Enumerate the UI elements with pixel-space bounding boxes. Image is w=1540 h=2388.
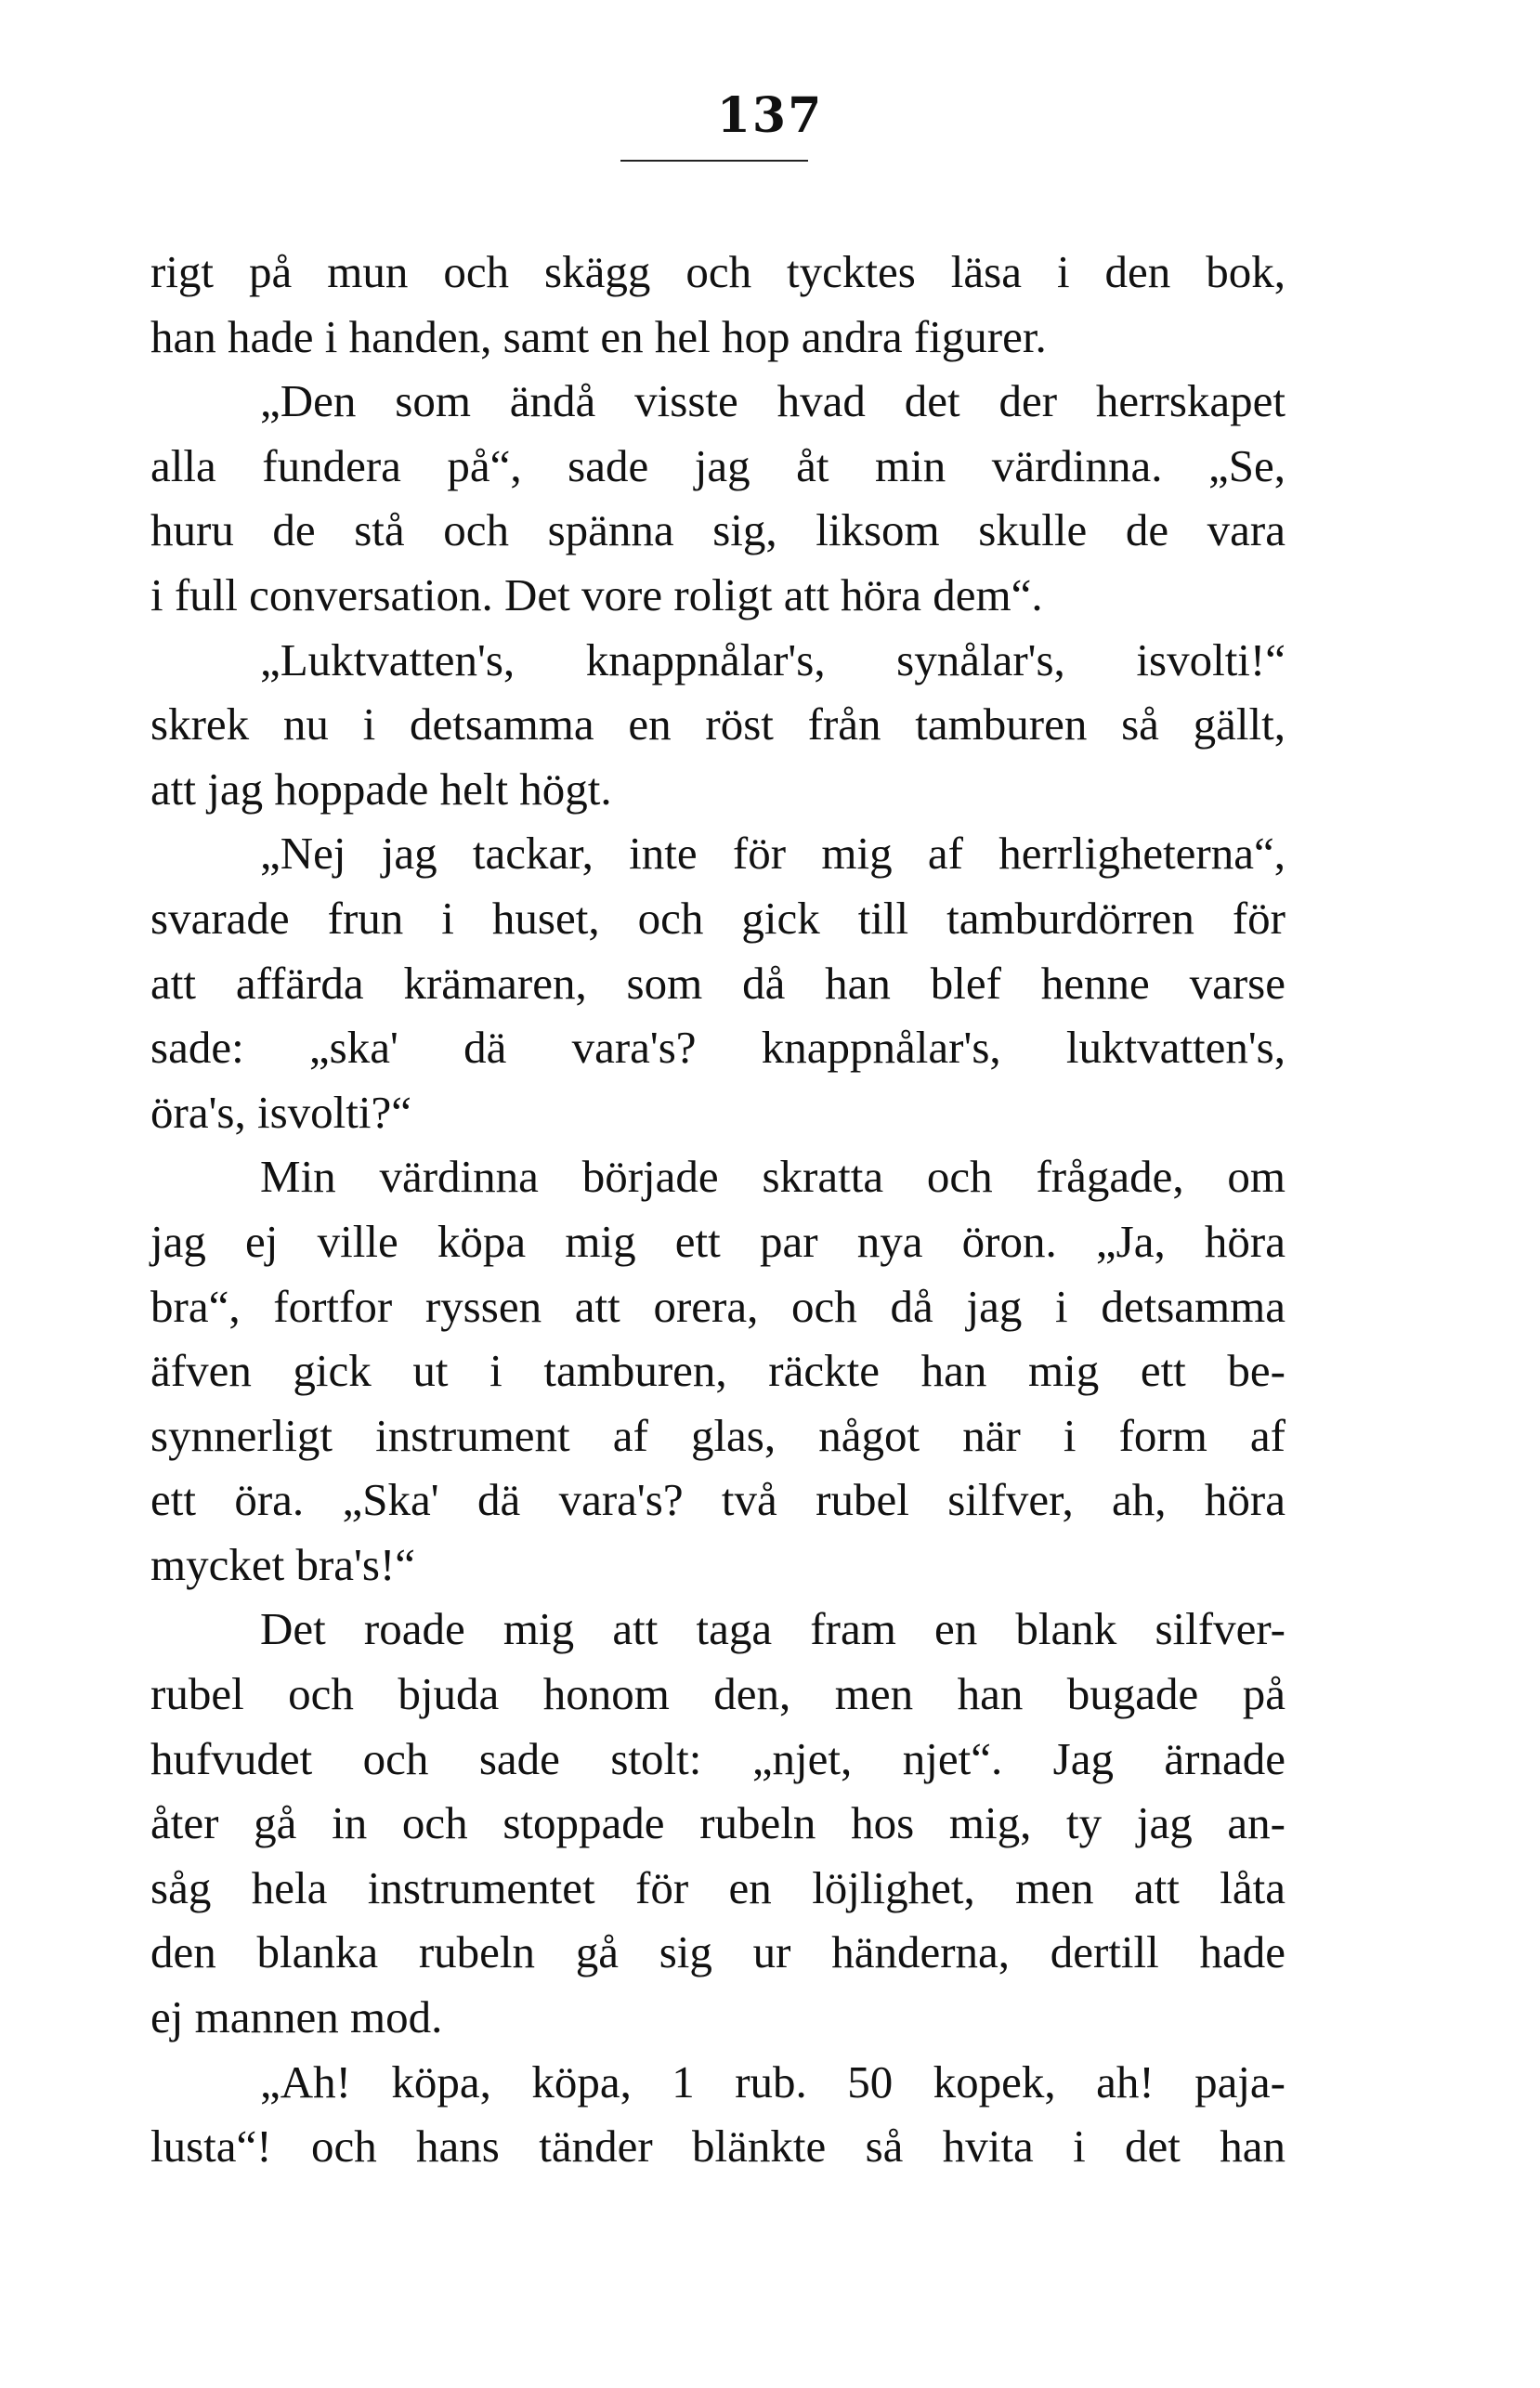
text-line: ej mannen mod. [150,1991,443,2043]
text-line: han hade i handen, samt en hel hop andra figurer. [150,310,1047,362]
text-line: rigt på mun och skägg och tycktes läsa i den bok, [150,246,1286,297]
header-rule [620,160,808,162]
text-line: „Nej jag tackar, inte för mig af herrligheterna“, [260,828,1286,880]
text-line: „Ah! köpa, köpa, 1 rub. 50 kopek, ah! paja- [260,2055,1286,2107]
text-line: att affärda krämaren, som då han blef henne varse [150,957,1286,1009]
text-line: hufvudet och sade stolt: „njet, njet“. Jag ärnade [150,1732,1286,1784]
text-line: mycket bra's!“ [150,1538,416,1590]
text-line: öra's, isvolti?“ [150,1086,411,1138]
text-line: Det roade mig att taga fram en blank silfver- [260,1603,1286,1655]
body-text [150,240,1286,2179]
text-line: lusta“! och hans tänder blänkte så hvita i det han [150,2120,1286,2173]
text-line: skrek nu i detsamma en röst från tamburen så gällt, [150,698,1286,750]
text-line: svarade frun i huset, och gick till tamburdörren för [150,892,1286,944]
text-line: i full conversation. Det vore roligt att höra dem“. [150,568,1043,620]
text-line: sade: „ska' dä vara's? knappnålar's, luktvatten's, [150,1022,1286,1074]
page-number: 137 [716,87,824,144]
text-line: „Den som ändå visste hvad det der herrskapet [260,375,1286,427]
text-line: äfven gick ut i tamburen, räckte han mig ett be- [150,1345,1286,1397]
text-line: rubel och bjuda honom den, men han bugade på [150,1668,1286,1720]
text-line: att jag hoppade helt högt. [150,763,612,815]
text-line: såg hela instrumentet för en löjlighet, men att låta [150,1861,1286,1913]
text-line: åter gå in och stoppade rubeln hos mig, ty jag an- [150,1797,1286,1849]
text-line: huru de stå och spänna sig, liksom skulle de vara [150,504,1286,556]
text-line: alla fundera på“, sade jag åt min värdinna. „Se, [150,439,1286,491]
text-line: Min värdinna började skratta och frågade, om [260,1151,1286,1203]
text-line: bra“, fortfor ryssen att orera, och då jag i detsamma [150,1280,1286,1332]
text-line: den blanka rubeln gå sig ur händerna, dertill hade [150,1926,1286,1978]
text-line: „Luktvatten's, knappnålar's, synålar's, isvolti!“ [260,633,1286,685]
text-line: jag ej ville köpa mig ett par nya öron. „Ja, höra [150,1215,1286,1267]
text-line: synnerligt instrument af glas, något när i form af [150,1409,1286,1461]
text-line: ett öra. „Ska' dä vara's? två rubel silfver, ah, höra [150,1474,1286,1526]
